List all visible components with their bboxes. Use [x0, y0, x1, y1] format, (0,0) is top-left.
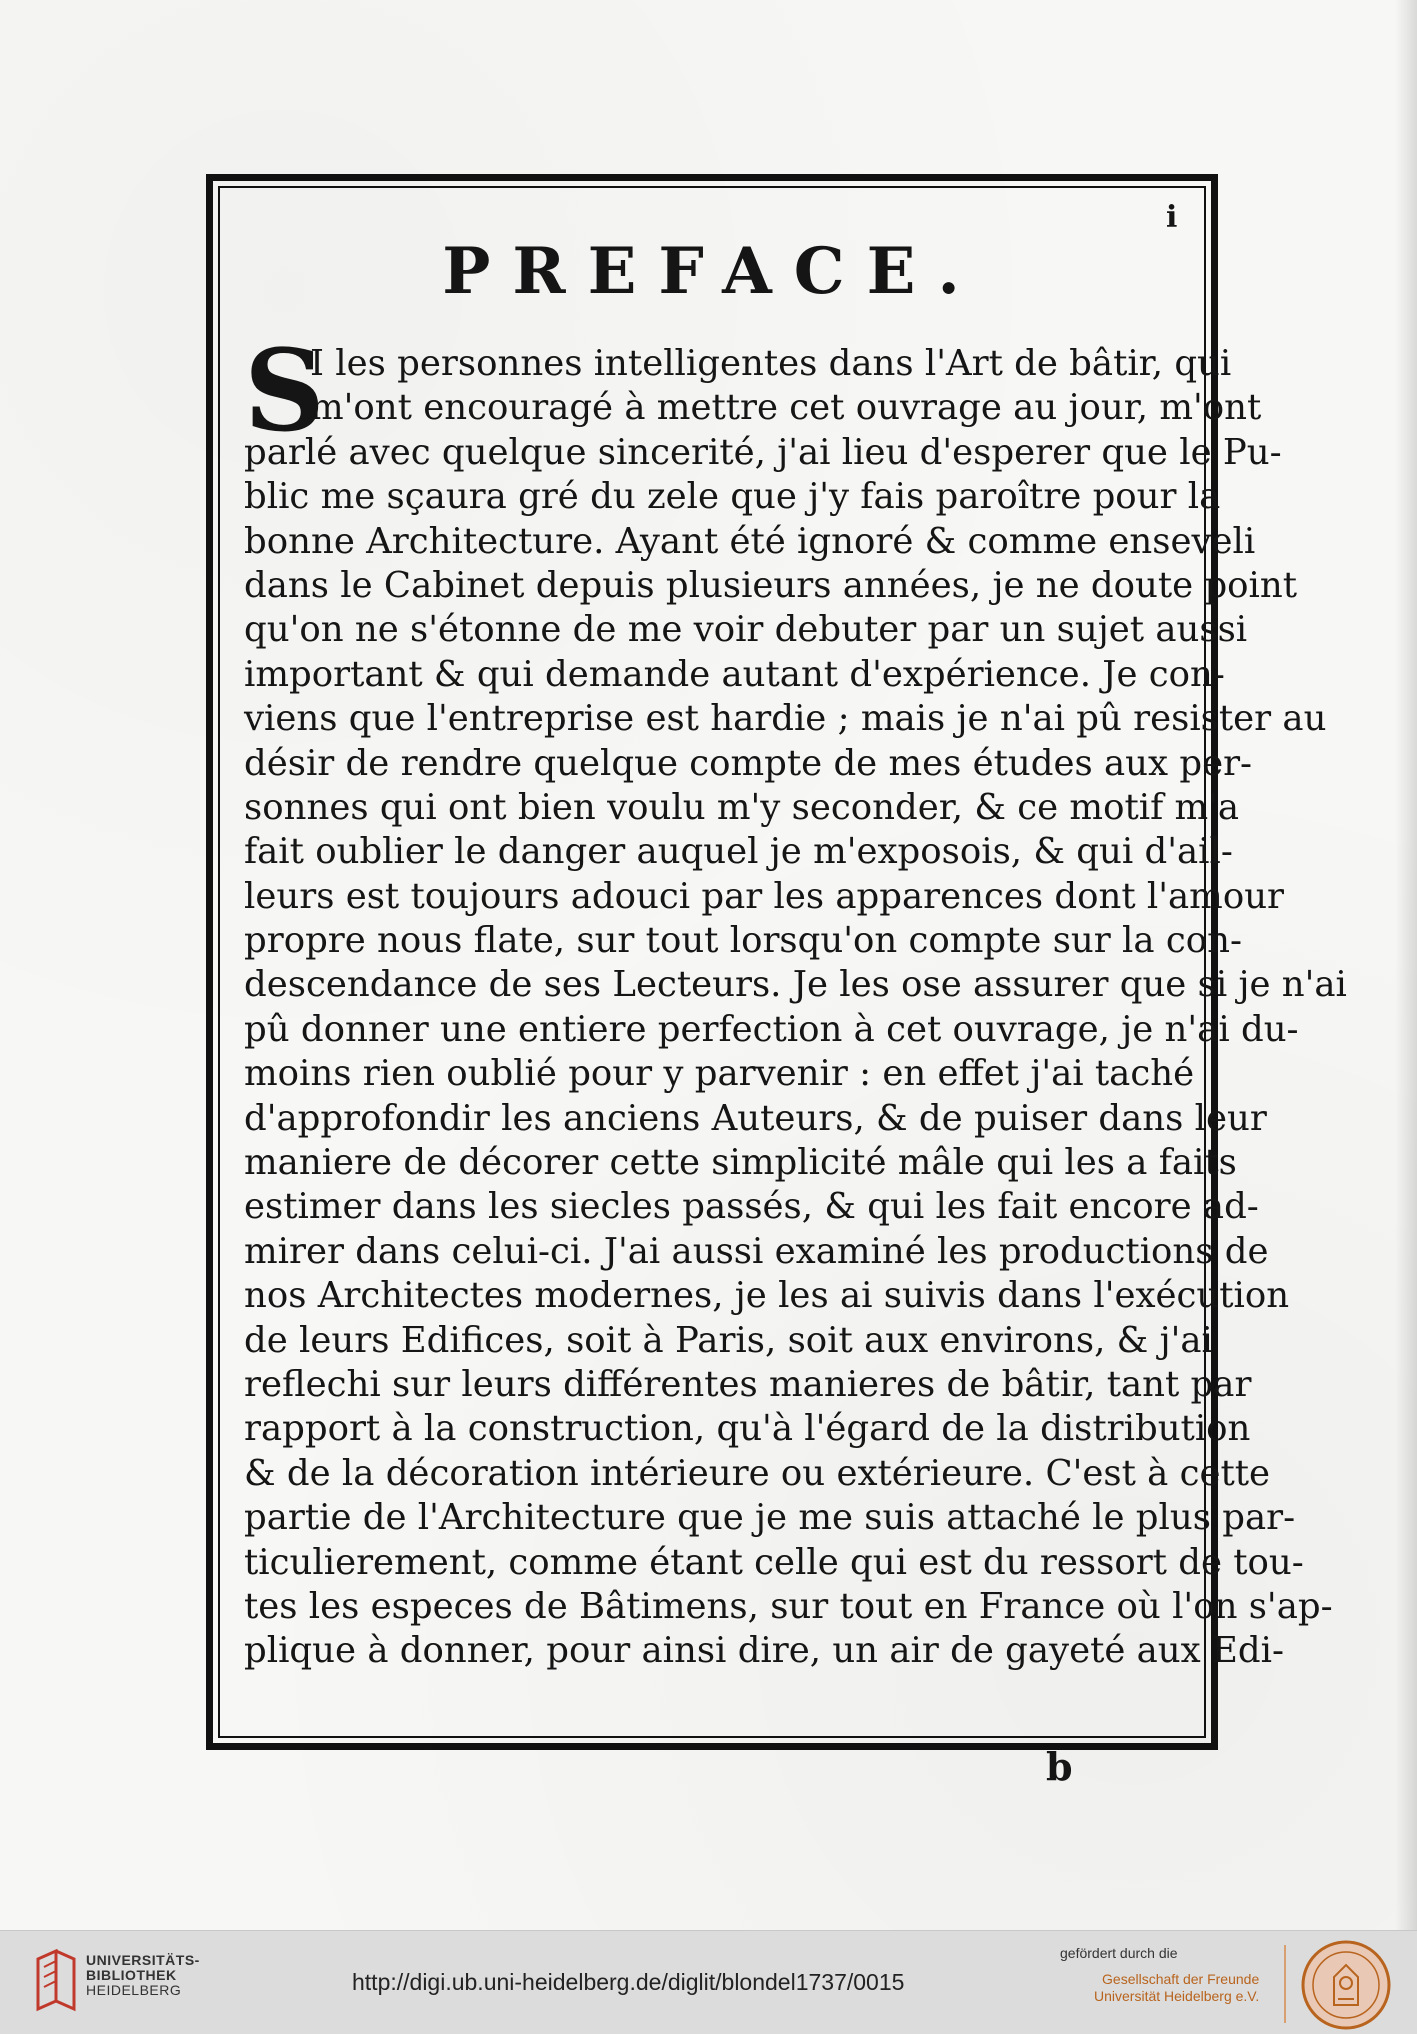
text-line: leurs est toujours adouci par les apparences dont l'amour: [244, 875, 1285, 917]
text-line: de leurs Edifices, soit à Paris, soit aux environs, & j'ai: [244, 1319, 1213, 1361]
text-line: propre nous flate, sur tout lorsqu'on compte sur la con-: [244, 920, 1242, 962]
text-line: & de la décoration intérieure ou extérieure. C'est à cette: [244, 1452, 1271, 1494]
text-line: désir de rendre quelque compte de mes études aux per-: [244, 742, 1253, 784]
text-line: I les personnes intelligentes dans l'Art de bâtir, qui: [310, 343, 1232, 384]
folio-number: i: [1166, 200, 1178, 235]
text-line: mirer dans celui-ci. J'ai aussi examiné les productions de: [244, 1230, 1269, 1272]
sponsor-name: Gesellschaft der Freunde Universität Heidelberg e.V.: [1094, 1971, 1260, 2004]
text-line: reflechi sur leurs différentes manieres de bâtir, tant par: [244, 1363, 1252, 1405]
page-url[interactable]: http://digi.ub.uni-heidelberg.de/diglit/blondel1737/0015: [352, 1969, 905, 1995]
text-line: descendance de ses Lecteurs. Je les ose assurer que si je n'ai: [244, 964, 1347, 1006]
text-line: parlé avec quelque sincerité, j'ai lieu d'esperer que le Pu-: [244, 431, 1282, 473]
text-line: important & qui demande autant d'expérience. Je con-: [244, 653, 1225, 695]
text-line: pû donner une entiere perfection à cet ouvrage, je n'ai du-: [244, 1008, 1299, 1050]
text-line: viens que l'entreprise est hardie ; mais je n'ai pû resister au: [244, 698, 1327, 740]
text-line: nos Architectes modernes, je les ai suivis dans l'exécution: [244, 1275, 1290, 1317]
text-line: plique à donner, pour ainsi dire, un air de gayeté aux Edi-: [244, 1630, 1284, 1672]
text-line: blic me sçaura gré du zele que j'y fais paroître pour la: [244, 476, 1221, 518]
footer-divider: [1284, 1945, 1286, 2023]
viewer-footer: [0, 1930, 1417, 2034]
body-text: [244, 326, 1347, 1674]
text-line: partie de l'Architecture que je me suis attaché le plus par-: [244, 1497, 1296, 1539]
library-name: UNIVERSITÄTS- BIBLIOTHEK HEIDELBERG: [86, 1952, 200, 1998]
signature-mark: b: [1046, 1744, 1073, 1789]
university-seal-icon: [1300, 1939, 1392, 2031]
page-edge-shadow: [1395, 0, 1417, 1930]
text-line: m'ont encouragé à mettre cet ouvrage au jour, m'ont: [310, 387, 1262, 429]
sponsor-label: gefördert durch die: [1060, 1945, 1178, 1961]
library-logo-icon: [34, 1949, 78, 2013]
text-line: tes les especes de Bâtimens, sur tout en France où l'on s'ap-: [244, 1585, 1333, 1627]
text-line: fait oublier le danger auquel je m'exposois, & qui d'ail-: [244, 831, 1233, 873]
text-line: rapport à la construction, qu'à l'égard de la distribution: [244, 1408, 1251, 1450]
text-line: d'approfondir les anciens Auteurs, & de puiser dans leur: [244, 1097, 1267, 1139]
text-line: sonnes qui ont bien voulu m'y seconder, & ce motif m'a: [244, 786, 1240, 828]
page-heading: PREFACE.: [442, 234, 982, 309]
text-line: bonne Architecture. Ayant été ignoré & comme enseveli: [244, 520, 1256, 562]
text-line: ticulierement, comme étant celle qui est du ressort de tou-: [244, 1541, 1304, 1583]
drop-cap: S: [244, 326, 325, 457]
text-line: estimer dans les siecles passés, & qui les fait encore ad-: [244, 1186, 1259, 1228]
text-line: maniere de décorer cette simplicité mâle qui les a faits: [244, 1142, 1237, 1184]
text-line: qu'on ne s'étonne de me voir debuter par un sujet aussi: [244, 609, 1248, 651]
text-line: dans le Cabinet depuis plusieurs années, je ne doute point: [244, 564, 1298, 606]
text-line: moins rien oublié pour y parvenir : en effet j'ai taché: [244, 1053, 1195, 1095]
